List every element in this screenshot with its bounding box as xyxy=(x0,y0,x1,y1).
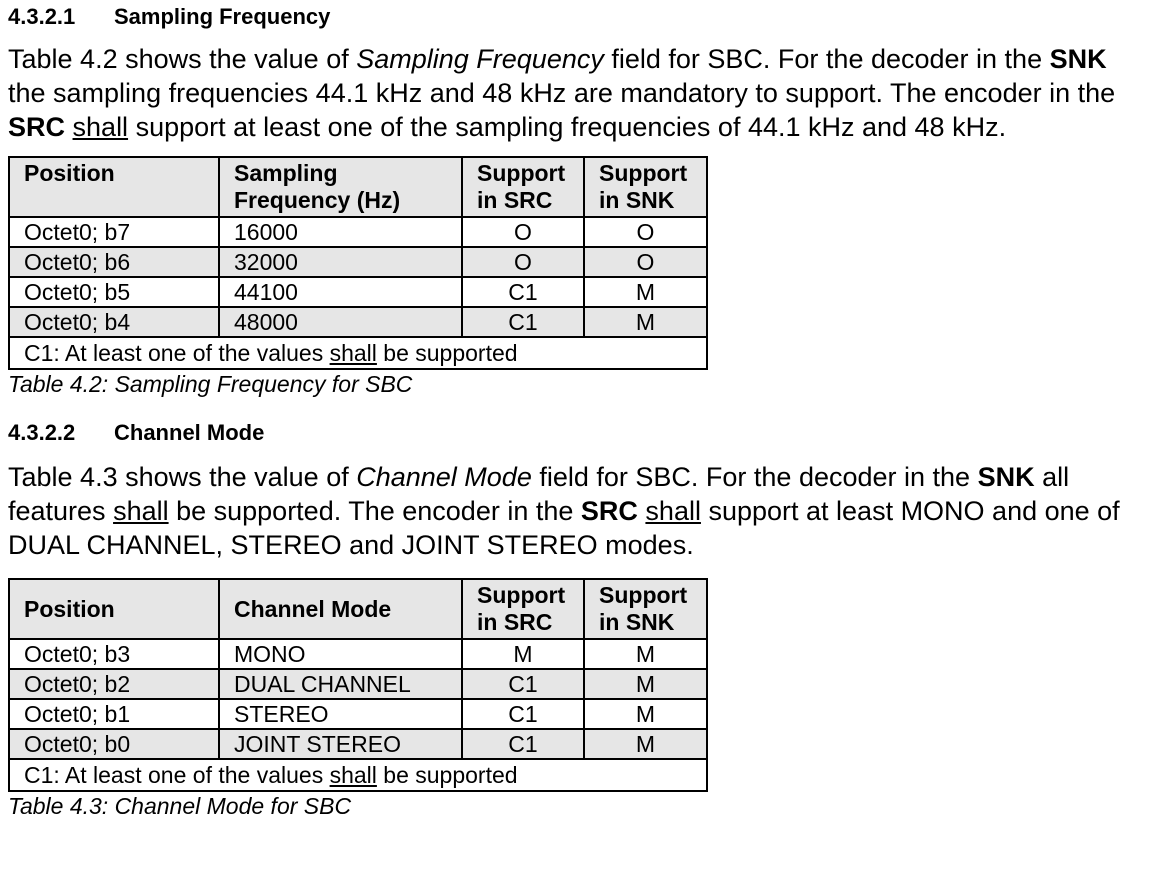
table-row xyxy=(9,307,707,337)
table-row xyxy=(9,729,707,759)
table-cell: M xyxy=(584,277,707,307)
column-header: Support in SNK xyxy=(584,157,707,217)
para-bold: SNK xyxy=(1049,44,1107,74)
para-underline: shall xyxy=(72,112,129,142)
note-text: be supported xyxy=(376,761,518,788)
table-cell: JOINT STEREO xyxy=(219,729,462,759)
column-header: Support in SNK xyxy=(584,579,707,639)
table-cell: O xyxy=(462,217,584,247)
para-text: Table 4.2 shows the value of xyxy=(8,44,357,74)
section-title: Channel Mode xyxy=(114,420,265,445)
table-cell: O xyxy=(462,247,584,277)
table-cell: Octet0; b5 xyxy=(9,277,219,307)
para-bold: SRC xyxy=(580,496,638,526)
table-cell: M xyxy=(584,669,707,699)
note-text: C1: At least one of the values xyxy=(24,339,330,366)
table-cell: STEREO xyxy=(219,699,462,729)
table-cell: C1 xyxy=(462,669,584,699)
table-caption: Table 4.2: Sampling Frequency for SBC xyxy=(8,371,413,397)
table-note xyxy=(9,759,707,791)
table-note-row xyxy=(9,759,707,791)
table-cell: C1 xyxy=(462,307,584,337)
table-row xyxy=(9,639,707,669)
note-text: C1: At least one of the values xyxy=(24,761,330,788)
table-cell: M xyxy=(584,307,707,337)
table-note-row xyxy=(9,337,707,369)
table-cell: O xyxy=(584,247,707,277)
para-underline: shall xyxy=(645,496,701,526)
table-row xyxy=(9,217,707,247)
para-text: be supported. The encoder in the xyxy=(168,496,581,526)
column-header: Channel Mode xyxy=(219,579,462,639)
para-text: field for SBC. For the decoder in the xyxy=(603,44,1050,74)
note-underline: shall xyxy=(329,761,377,788)
table-cell: O xyxy=(584,217,707,247)
table-cell: Octet0; b2 xyxy=(9,669,219,699)
channel-mode-table xyxy=(8,578,708,792)
note-text: be supported xyxy=(376,339,518,366)
table-header-row xyxy=(9,579,707,639)
para-underline: shall xyxy=(113,496,169,526)
column-header: Support in SRC xyxy=(462,579,584,639)
table-cell: M xyxy=(584,729,707,759)
section-heading-channel-mode xyxy=(8,420,1144,446)
column-header: Position xyxy=(9,579,219,639)
table-row xyxy=(9,247,707,277)
para-text: the sampling frequencies 44.1 kHz and 48 kHz are mandatory to support. The encoder in the xyxy=(8,78,1116,108)
table-cell: Octet0; b3 xyxy=(9,639,219,669)
column-header: Sampling Frequency (Hz) xyxy=(219,157,462,217)
table-cell: Octet0; b0 xyxy=(9,729,219,759)
para-text: field for SBC. For the decoder in the xyxy=(531,462,978,492)
table-cell: DUAL CHANNEL xyxy=(219,669,462,699)
column-header: Support in SRC xyxy=(462,157,584,217)
table-row xyxy=(9,669,707,699)
para-text: support at least one of the sampling frequencies of 44.1 kHz and 48 kHz. xyxy=(128,112,1007,142)
table-cell: 44100 xyxy=(219,277,462,307)
channel-mode-paragraph xyxy=(8,460,1144,562)
section-title: Sampling Frequency xyxy=(114,4,331,29)
table-cell: C1 xyxy=(462,277,584,307)
note-underline: shall xyxy=(329,339,377,366)
section-number: 4.3.2.2 xyxy=(8,420,76,445)
para-bold: SNK xyxy=(977,462,1035,492)
section-heading-sampling-frequency xyxy=(8,4,1144,30)
table-cell: M xyxy=(584,639,707,669)
table-cell: C1 xyxy=(462,729,584,759)
para-text: all features xyxy=(8,462,1070,526)
para-emphasis: Sampling Frequency xyxy=(356,44,604,74)
table-cell: M xyxy=(584,699,707,729)
table-row xyxy=(9,277,707,307)
para-bold: SRC xyxy=(8,112,66,142)
sampling-frequency-paragraph xyxy=(8,42,1144,144)
table-cell: M xyxy=(462,639,584,669)
table-cell: Octet0; b6 xyxy=(9,247,219,277)
table-cell: Octet0; b1 xyxy=(9,699,219,729)
table-header-row xyxy=(9,157,707,217)
table-note xyxy=(9,337,707,369)
table-cell: C1 xyxy=(462,699,584,729)
table-cell: 32000 xyxy=(219,247,462,277)
document-page xyxy=(8,0,1144,820)
table-caption: Table 4.3: Channel Mode for SBC xyxy=(8,793,352,819)
sampling-frequency-table xyxy=(8,156,708,370)
table-cell: MONO xyxy=(219,639,462,669)
table-row xyxy=(9,699,707,729)
table-cell: 16000 xyxy=(219,217,462,247)
table-cell: Octet0; b7 xyxy=(9,217,219,247)
para-text: support at least MONO and one of DUAL CHANNEL, STEREO and JOINT STEREO modes. xyxy=(8,496,1120,560)
para-emphasis: Channel Mode xyxy=(356,462,532,492)
para-text xyxy=(65,112,73,142)
table-cell: 48000 xyxy=(219,307,462,337)
para-text: Table 4.3 shows the value of xyxy=(8,462,357,492)
column-header: Position xyxy=(9,157,219,217)
section-number: 4.3.2.1 xyxy=(8,4,76,29)
table-cell: Octet0; b4 xyxy=(9,307,219,337)
